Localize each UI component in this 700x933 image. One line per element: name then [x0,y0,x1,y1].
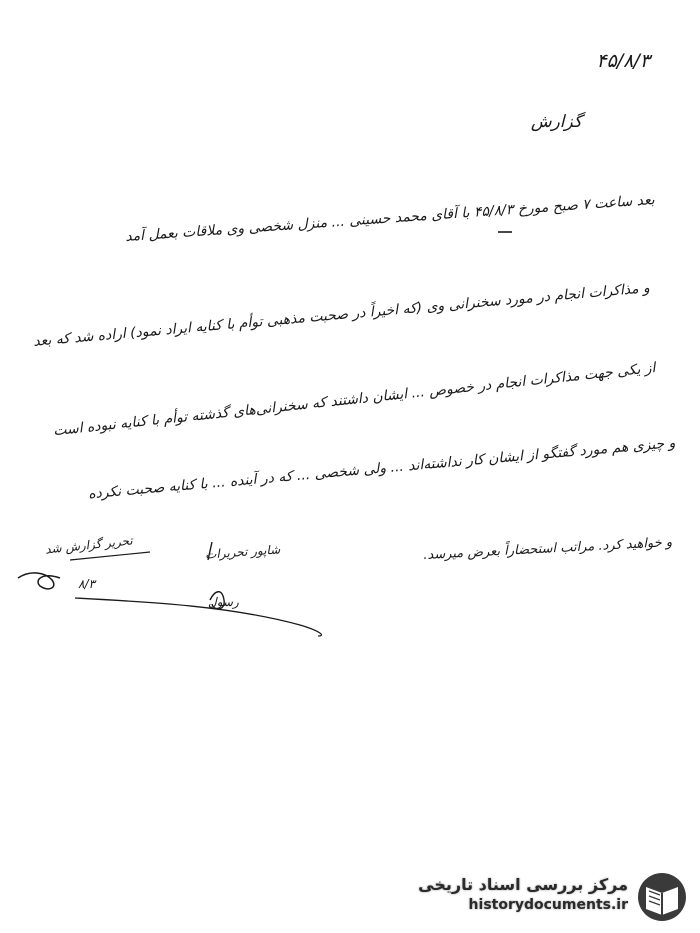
body-line-1: بعد ساعت ۷ صبح مورخ ۴۵/۸/۳ با آقای محمد حسینی ... منزل شخصی وی ملاقات بعمل آمد [125,192,656,245]
body-line-4: و چیزی هم مورد گفتگو از ایشان کار نداشته‌اند ... ولی شخصی ... که در آینده ... با کنایه صحبت نکرده [87,435,676,503]
book-icon [636,871,688,923]
footer-title: مرکز بررسی اسناد تاریخی [418,875,628,894]
document-date: ۴۵/۸/۳ [596,50,650,72]
footer-text-block [418,875,628,913]
signature-left: تحریر گزارش شد [44,533,134,557]
signature-underline-left [70,552,150,560]
signature-left-date: ۸/۳ [78,577,95,591]
signature-flourish-mid [208,542,224,609]
signature-loop-left [18,573,60,589]
body-line-2: و مذاکرات انجام در مورد سخنرانی وی (که اخیراً در صحبت مذهبی توأم با کنایه ایراد نمود) اراده شد که بعد [32,280,651,350]
document-title: گزارش [530,112,582,132]
footer-watermark [388,871,688,923]
signature-sweep [75,598,321,636]
signature-mid-secondary: رسول [208,595,239,609]
body-line-5: و خواهید کرد. مراتب استحضاراً بعرض میرسد. [422,535,673,564]
footer-url[interactable]: historydocuments.ir [468,897,628,913]
signature-mid: شاپور تحریرات [204,542,281,562]
body-line-3: از یکی جهت مذاکرات انجام در خصوص ... ایشان داشتند که سخنرانی‌های گذشته توأم با کنایه نبوده است [52,360,656,440]
